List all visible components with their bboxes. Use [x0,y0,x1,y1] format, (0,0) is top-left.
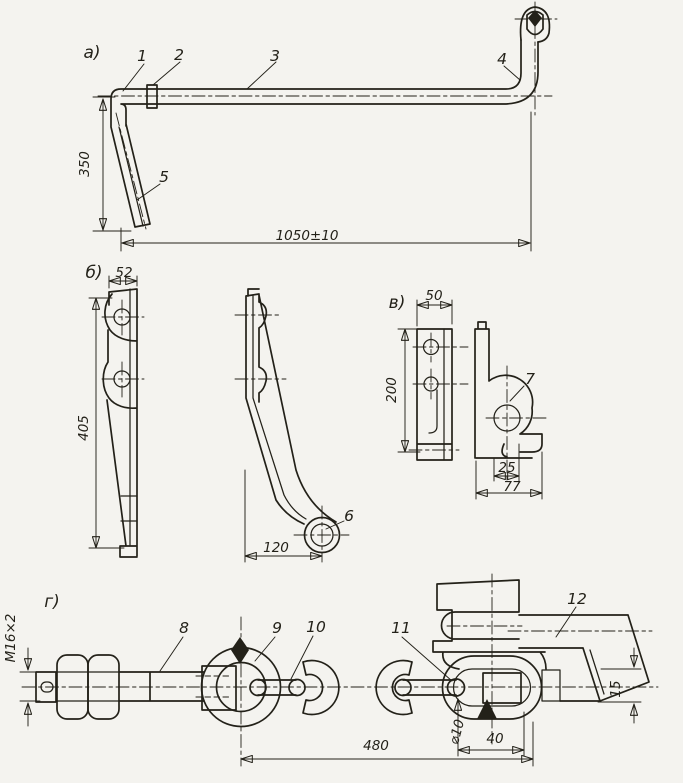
section-label-v: в) [388,293,406,313]
dim-label-15: 15 [608,680,624,698]
dim-label-77: 77 [503,479,521,495]
section-label-g: г) [44,592,60,612]
part-leader-lines-a [123,62,520,200]
link-11-weld-mark [477,699,497,719]
c-link-right [376,661,412,715]
part-label-2: 2 [174,46,184,64]
part-leader-line-7 [510,386,524,401]
dim-label-50: 50 [425,288,443,304]
connecting-rod-right-end [448,679,465,696]
dim-label-25: 25 [498,460,516,476]
part-label-9: 9 [272,619,282,637]
link-10-right-end [289,680,305,696]
dim-label-405: 405 [76,415,92,441]
dim-label-480: 480 [363,738,389,754]
bracket-side-seam [253,296,306,519]
dim-label-200: 200 [384,377,400,403]
rod-centerlines [98,2,557,229]
c-link-left [303,661,339,715]
dim-label-1050: 1050±10 [275,228,339,244]
part-label-8: 8 [179,619,189,637]
part-label-5: 5 [159,168,169,186]
handle-rod-outline [111,40,538,227]
bracket-12-section-hatch [542,670,560,701]
part-label-1: 1 [137,47,147,65]
part-label-3: 3 [270,47,280,65]
threaded-rod-outline [119,672,204,701]
section-v-hook-bracket-views [384,288,547,499]
dim-label-dia10: ⌀10 [446,717,469,747]
connecting-rod-left-end [395,680,411,696]
part-label-6: 6 [344,507,354,525]
part-label-4: 4 [497,50,507,68]
bracket-front-outline [103,289,137,557]
part-label-10: 10 [306,618,326,636]
section-b-stay-bracket-views [76,263,354,562]
dim-label-52: 52 [115,265,133,281]
section-a-handle-rod-view [77,2,557,251]
dim-label-120: 120 [263,540,289,556]
plate-front-outline [417,329,452,460]
link-10-left-end [250,680,266,696]
chain-centerlines [22,574,658,766]
dim-label-m16: M16×2 [3,613,19,663]
bracket-side-outline [246,289,336,524]
part-label-7: 7 [525,370,535,388]
rod-eye-boss [202,666,236,710]
bracket-12-bar-and-wedge [519,615,649,701]
part-label-11: 11 [391,619,411,637]
part-label-12: 12 [567,590,587,608]
section-label-b: б) [85,263,103,283]
ring-9-weld-mark [231,637,249,664]
dim-label-350: 350 [77,151,93,177]
bracket-front-inner-lines [121,289,137,545]
hook-side-outline [475,322,542,458]
section-g-tie-rod-chain-view [3,574,658,766]
link-11-section-hatch [483,673,521,703]
dim-label-40: 40 [486,731,504,747]
dim-extension-lines-b [89,276,245,562]
bracket-centerlines-b [102,300,349,562]
section-label-a: а) [83,43,101,63]
